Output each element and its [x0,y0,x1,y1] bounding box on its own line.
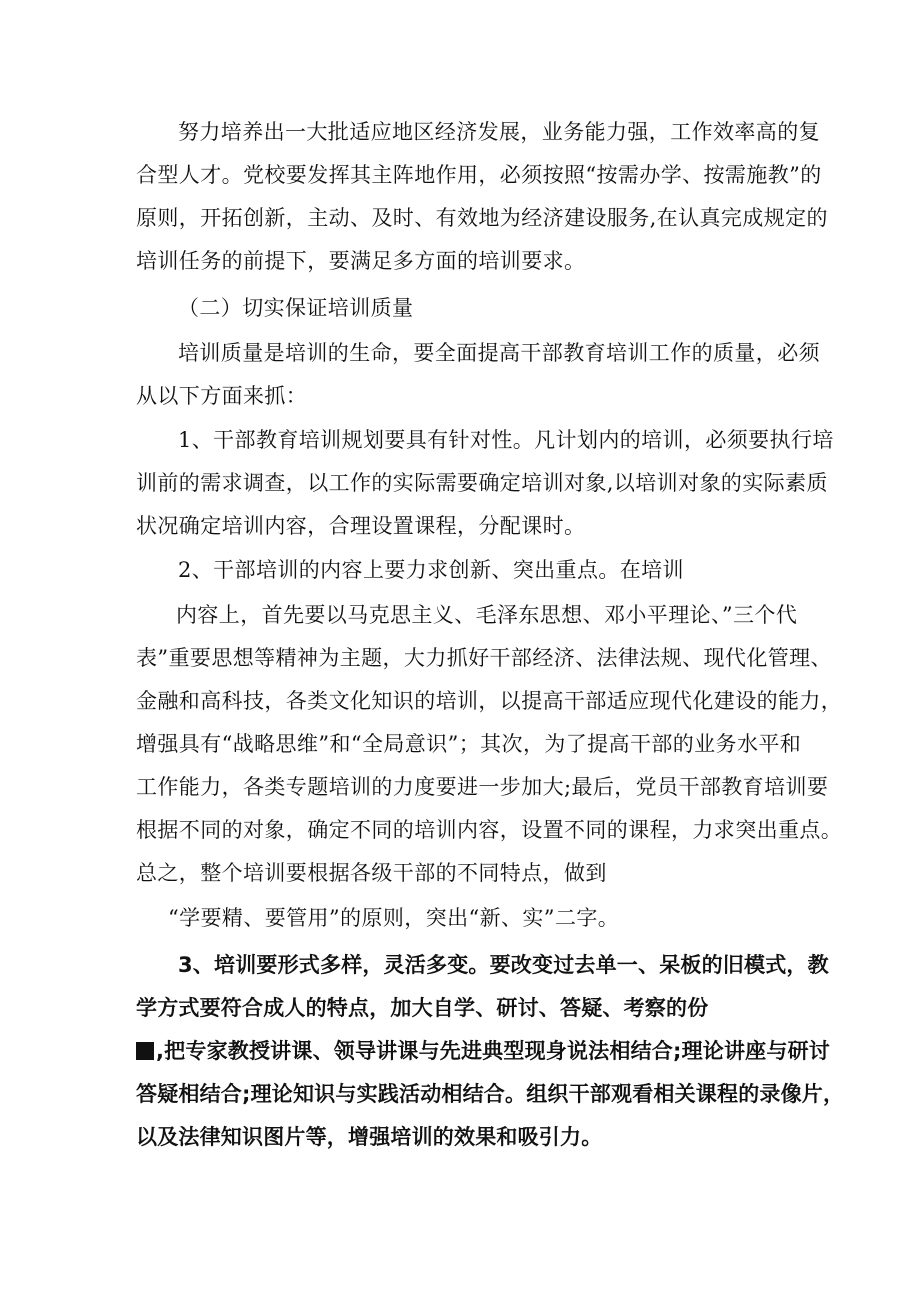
item1-line-3: 状况确定培训内容，合理设置课程，分配课时。 [136,514,586,538]
item2-line-2: 内容上，首先要以马克思主义、毛泽东思想、邓小平理论、”三个代 [176,603,798,627]
item3-line-3 [136,1037,830,1065]
item2-line-5: 增强具有“战略思维”和“全局意识”；其次，为了提高干部的业务水平和 [136,732,802,756]
para1-line-1: 努力培养出一大批适应地区经济发展，业务能力强，工作效率高的复 [178,120,820,144]
para1-line-3: 原则，开拓创新，主动、及时、有效地为经济建设服务,在认真完成规定的 [136,206,828,230]
item3-line-1: 3、培训要形式多样，灵活多变。要改变过去单一、呆板的旧模式，教 [178,953,829,977]
para2-line-1: 培训质量是培训的生命，要全面提高干部教育培训工作的质量，必须 [178,341,820,365]
item2-line-8: 总之，整个培训要根据各级干部的不同特点，做到 [136,861,607,885]
item3-line-4: 答疑相结合;理论知识与实践活动相结合。组织干部观看相关课程的录像片， [136,1082,845,1106]
item2-line-9: “学要精、要管用”的原则，突出“新、实”二字。 [168,906,620,930]
filled-square-icon [136,1042,154,1060]
item1-line-2: 训前的需求调查，以工作的实际需要确定培训对象,以培训对象的实际素质 [136,471,828,495]
item1-line-1: 1、干部教育培训规划要具有针对性。凡计划内的培训，必须要执行培 [178,428,834,452]
item2-line-4: 金融和高科技，各类文化知识的培训，以提高干部适应现代化建设的能力， [136,689,843,713]
para1-line-4: 培训任务的前提下，要满足多方面的培训要求。 [136,249,586,273]
item2-line-6: 工作能力，各类专题培训的力度要进一步加大;最后，党员干部教育培训要 [136,775,829,799]
item2-line-1: 2、干部培训的内容上要力求创新、突出重点。在培训 [178,558,684,582]
item3-line-2: 学方式要符合成人的特点，加大自学、研讨、答疑、考察的份 [136,996,709,1020]
item3-line-5: 以及法律知识图片等，增强培训的效果和吸引力。 [136,1125,603,1149]
para1-line-2: 合型人才。党校要发挥其主阵地作用，必须按照“按需办学、按需施教”的 [136,163,822,187]
item2-line-7: 根据不同的对象，确定不同的培训内容，设置不同的课程，力求突出重点。 [136,818,843,842]
para2-line-2: 从以下方面来抓： [136,384,308,408]
item3-line-3-text: ,把专家教授讲课、领导讲课与先进典型现身说法相结合;理论讲座与研讨 [156,1039,830,1063]
item2-line-3: 表”重要思想等精神为主题，大力抓好干部经济、法律法规、现代化管理、 [136,646,832,670]
section-heading-2: （二）切实保证培训质量 [178,296,414,320]
